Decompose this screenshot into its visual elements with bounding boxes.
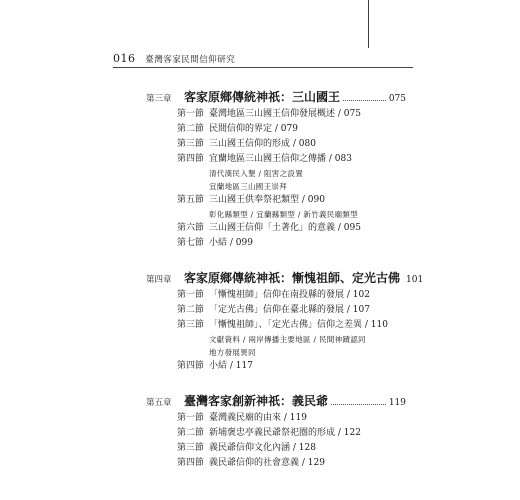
chapter-entry[interactable]: [146, 392, 406, 411]
section-entry[interactable]: [146, 137, 406, 152]
chapter-entry[interactable]: [146, 88, 406, 107]
section-label: 第四節: [177, 458, 205, 468]
section-label: 第二節: [177, 305, 205, 315]
top-vertical-rule: [368, 0, 369, 48]
page-number: 016: [113, 52, 136, 65]
leader-dots: [343, 99, 386, 101]
leader-dots: [331, 403, 386, 405]
section-label: 第三節: [177, 320, 205, 330]
section-title: 臺灣地區三山國王信仰發展概述 / 075: [209, 109, 361, 119]
section-entry[interactable]: [146, 359, 406, 374]
section-label: 第三節: [177, 139, 205, 149]
section-entry[interactable]: [146, 107, 406, 122]
section-label: 第四節: [177, 154, 205, 164]
section-title: 三山國王信仰的形成 / 080: [209, 139, 316, 149]
chapter-gap: [146, 251, 406, 269]
subsection-line: 清代漢民入墾 / 阻害之設置: [209, 169, 303, 178]
chapter-page: 075: [388, 94, 406, 104]
section-entry[interactable]: [146, 236, 406, 251]
chapter-label: 第三章: [146, 94, 172, 104]
section-entry[interactable]: [146, 122, 406, 137]
chapter-gap: [146, 374, 406, 392]
section-title: 新埔褒忠亭義民爺祭祀圈的形成 / 122: [209, 428, 361, 438]
section-entry[interactable]: [146, 318, 406, 333]
section-title: 義民爺信仰的社會意義 / 129: [209, 458, 325, 468]
section-title: 三山國王信仰「土著化」的意義 / 095: [209, 223, 361, 233]
chapter-title: 客家原鄉傳統神祇：慚愧祖師、定光古佛: [184, 271, 401, 285]
subsection-line: 宜蘭地區三山國王崇拜: [209, 182, 287, 191]
section-entry[interactable]: [146, 303, 406, 318]
chapter-label: 第四章: [146, 275, 172, 285]
section-label: 第一節: [177, 109, 205, 119]
section-label: 第三節: [177, 443, 205, 453]
section-label: 第七節: [177, 238, 205, 248]
table-of-contents: [146, 88, 424, 471]
section-label: 第一節: [177, 290, 205, 300]
section-title: 「慚愧祖師」、「定光古佛」信仰之差異 / 110: [209, 320, 388, 330]
chapter-label: 第五章: [146, 398, 172, 408]
chapter-page: 101: [406, 275, 424, 285]
section-label: 第二節: [177, 428, 205, 438]
section-entry[interactable]: [146, 456, 406, 471]
section-label: 第四節: [177, 361, 205, 371]
section-title: 民間信仰的界定 / 079: [209, 124, 298, 134]
section-label: 第二節: [177, 124, 205, 134]
subsection-line: 文獻資料 / 兩岸傳播主要地區 / 民間神蹟認同: [209, 335, 366, 344]
chapter-page: 119: [388, 398, 406, 408]
subsection-line: 彰化縣類型 / 宜蘭縣類型 / 新竹義民廟類型: [209, 210, 358, 219]
running-header: [113, 52, 235, 65]
section-title: 小結 / 117: [209, 361, 253, 371]
section-title: 臺灣義民廟的由來 / 119: [209, 413, 307, 423]
header-rule: [113, 67, 413, 68]
section-label: 第五節: [177, 195, 205, 205]
section-entry[interactable]: [146, 411, 406, 426]
section-title: 三山國王供奉祭祀類型 / 090: [209, 195, 325, 205]
book-title: 臺灣客家民間信仰研究: [145, 55, 236, 65]
section-title: 「慚愧祖師」信仰在南投縣的發展 / 102: [209, 290, 370, 300]
section-label: 第六節: [177, 223, 205, 233]
section-entry[interactable]: [146, 193, 406, 208]
section-label: 第一節: [177, 413, 205, 423]
chapter-title: 客家原鄉傳統神祇：三山國王: [184, 90, 341, 104]
section-title: 「定光古佛」信仰在臺北縣的發展 / 107: [209, 305, 370, 315]
subsection-line: 地方發展異同: [209, 348, 256, 357]
section-entry[interactable]: [146, 221, 406, 236]
section-entry[interactable]: [146, 152, 406, 167]
section-title: 小結 / 099: [209, 238, 253, 248]
section-entry[interactable]: [146, 426, 406, 441]
section-title: 宜蘭地區三山國王信仰之傳播 / 083: [209, 154, 352, 164]
chapter-entry[interactable]: [146, 269, 424, 288]
section-title: 義民爺信仰文化內涵 / 128: [209, 443, 316, 453]
chapter-title: 臺灣客家創新神祇：義民爺: [184, 394, 329, 408]
section-entry[interactable]: [146, 288, 406, 303]
section-entry[interactable]: [146, 441, 406, 456]
